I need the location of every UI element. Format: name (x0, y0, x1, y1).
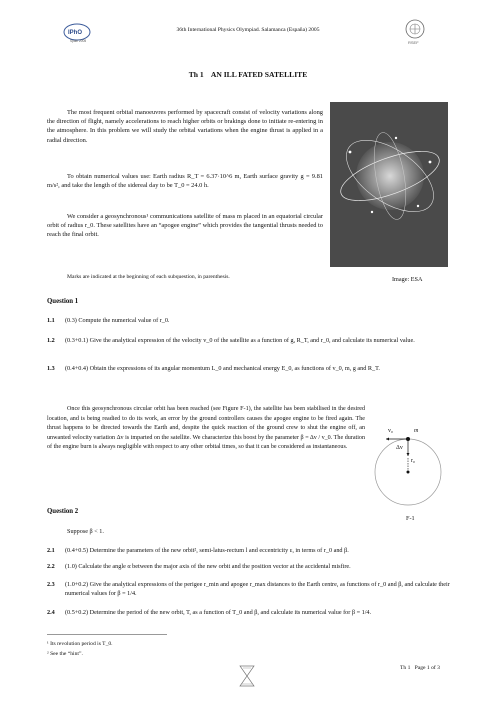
question-1-heading: Question 1 (47, 298, 79, 305)
subquestion-text: (1.0) Calculate the angle α between the major axis of the new orbit and the position vector at the accidental misfire. (65, 563, 351, 570)
svg-text:RSEF: RSEF (408, 40, 419, 45)
satellite-image (330, 102, 448, 267)
subquestion-number: 1.2 (47, 337, 55, 344)
subquestion-text: (0.3+0.1) Give the analytical expression of the velocity v_0 of the satellite as a function of g, R_T, and r_0, and calculate its numerical value. (65, 337, 415, 344)
label-m: m (414, 428, 419, 434)
question-2-assumption: Suppose β < 1. (67, 528, 104, 535)
page-header: 36th International Physics Olympiad. Salamanca (España) 2005 (176, 27, 320, 33)
svg-text:Spain 2005: Spain 2005 (70, 39, 87, 43)
intro-paragraph-2: To obtain numerical values use: Earth radius R_T = 6.37·10^6 m, Earth surface gravity g = 9.81 m/s², and take the length of the sidereal day to be T_0 = 24.0 h. (47, 173, 323, 190)
svg-text:IPhO: IPhO (68, 30, 83, 36)
page-title: Th 1 AN ILL FATED SATELLITE (188, 70, 308, 79)
figure-f1 (372, 396, 452, 528)
subquestion-number: 1.1 (47, 317, 55, 324)
footnote-divider (47, 634, 167, 635)
satellite-photo-icon (330, 102, 448, 267)
hourglass-logo-icon (236, 664, 258, 688)
figure-caption: F-1 (406, 515, 415, 522)
footnote-2: ² See the “hint”. (47, 651, 83, 657)
subquestion-text: (0.3) Compute the numerical value of r_0. (65, 317, 170, 324)
marks-note: Marks are indicated at the beginning of each subquestion, in parenthesis. (67, 274, 230, 280)
subquestion-2-4 (47, 608, 457, 628)
subquestion-number: 2.3 (47, 581, 55, 588)
subquestion-text: (0.4+0.5) Determine the parameters of the new orbit², semi-latus-rectum l and eccentricity ε, in terms of r_0 and β. (65, 547, 349, 554)
label-delta-v: Δv (396, 445, 403, 451)
subquestion-text: (0.4+0.4) Obtain the expressions of its angular momentum L_0 and mechanical energy E_0, as functions of v_0, m, g and R_T. (65, 365, 380, 372)
satellite-dot (406, 437, 410, 441)
ipho-logo (62, 22, 92, 44)
middle-paragraph: Once this geosynchronous circular orbit has been reached (see Figure F-1), the satellite has been stabilised in the desired location, and is being readied to do its work, an error by the ground controllers causes the apogee engine to be fired again. The thrust happens to be directed towards the Earth and, despite the quick reaction of the ground crew to shut the engine off, an unwanted velocity variation Δv is imparted on the satellite. We characterize this boost by the parameter β = Δv / v_0. The duration of the engine burn is always negligible with respect to any other orbital times, so that it can be considered as instantaneous. (47, 406, 365, 451)
intro-paragraph-1: The most frequent orbital manoeuvres performed by spacecraft consist of velocity variations along the direction of flight, namely accelerations to reach higher orbits or brakings done to initiate re-entering in the atmosphere. In this problem we will study the orbital variations when the engine thrust is applied in a radial direction. (47, 109, 323, 144)
question-2-heading: Question 2 (47, 508, 79, 515)
subquestion-number: 2.2 (47, 563, 55, 570)
subquestion-1-3 (47, 364, 457, 384)
subquestion-text: (0.5+0.2) Determine the period of the new orbit, T, as a function of T_0 and β, and calculate its numerical value for β = 1/4. (65, 609, 372, 616)
subquestion-1-1 (47, 316, 457, 326)
label-r0: r₀ (411, 458, 416, 464)
subquestion-2-3 (47, 580, 457, 600)
earth-center-dot (407, 471, 410, 474)
label-v0: v₀ (388, 428, 394, 434)
subquestion-2-1 (47, 546, 457, 556)
ipho-logo-icon (62, 22, 92, 44)
subquestion-text: (1.0+0.2) Give the analytical expressions of the perigee r_min and apogee r_max distances to the Earth centre, as functions of r_0 and β, and calculate their numerical values for β = 1/4. (65, 581, 450, 597)
seal-icon (404, 18, 426, 46)
rsef-seal (404, 18, 426, 46)
intro-paragraph-3: We consider a geosynchronous¹ communications satellite of mass m placed in an equatorial circular orbit of radius r_0. These satellites have an “apogee engine” which provides the tangential thrusts needed to reach the final orbit. (47, 213, 323, 239)
subquestion-1-2 (47, 336, 457, 356)
subquestion-2-2 (47, 562, 457, 572)
footer-hourglass-logo (236, 664, 258, 688)
subquestion-number: 2.1 (47, 547, 55, 554)
subquestion-number: 1.3 (47, 365, 55, 372)
subquestion-number: 2.4 (47, 609, 55, 616)
footnote-1: ¹ Its revolution period is T_0. (47, 641, 113, 647)
image-caption: Image: ESA (392, 276, 423, 283)
page-number: Th 1 Page 1 of 3 (400, 665, 440, 671)
